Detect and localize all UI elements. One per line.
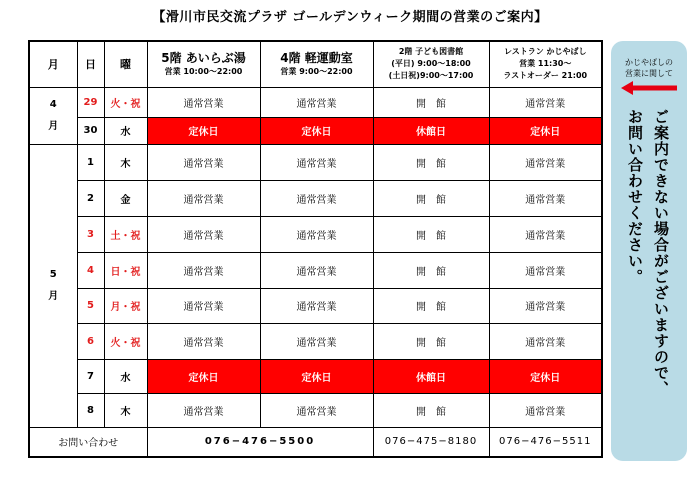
day-cell: 6	[77, 324, 104, 360]
status-cell: 通常営業	[489, 394, 602, 428]
day-cell: 8	[77, 394, 104, 428]
weekday-cell: 金	[104, 180, 147, 216]
library-phone: 076−475−8180	[373, 427, 489, 457]
venue-hours-holiday: (土日祝)9:00～17:00	[388, 71, 474, 81]
venue-hours-weekday: (平日) 9:00～18:00	[391, 59, 471, 69]
status-cell: 通常営業	[260, 180, 373, 216]
day-cell: 4	[77, 252, 104, 288]
status-cell: 通常営業	[260, 288, 373, 324]
status-cell: 開 館	[373, 394, 489, 428]
status-cell: 通常営業	[260, 216, 373, 252]
status-cell: 開 館	[373, 216, 489, 252]
status-cell: 通常営業	[147, 87, 260, 117]
notice-panel	[611, 41, 687, 461]
month-unit: 月	[48, 290, 59, 302]
status-cell: 開 館	[373, 144, 489, 180]
weekday-cell: 水	[104, 360, 147, 394]
weekday-cell: 木	[104, 144, 147, 180]
venue-header-bath	[147, 41, 260, 87]
notice-message-line2: お問い合わせください。	[626, 109, 644, 285]
weekday-cell: 土・祝	[104, 216, 147, 252]
status-cell: 通常営業	[489, 180, 602, 216]
notice-message-line1: ご案内できない場合がございますので、	[652, 109, 670, 397]
table-row	[29, 180, 602, 216]
month-cell	[29, 87, 77, 144]
closed-status-cell: 定休日	[489, 117, 602, 144]
weekday-cell: 火・祝	[104, 324, 147, 360]
status-cell: 通常営業	[260, 144, 373, 180]
status-cell: 通常営業	[489, 87, 602, 117]
status-cell: 通常営業	[147, 144, 260, 180]
table-row	[29, 144, 602, 180]
weekday-cell: 日・祝	[104, 252, 147, 288]
status-cell: 通常営業	[147, 252, 260, 288]
contact-row	[29, 427, 602, 457]
venue-name: レストラン かじやばし	[503, 47, 587, 57]
venue-hours: 営業 10:00～22:00	[164, 67, 243, 77]
status-cell: 通常営業	[489, 216, 602, 252]
weekday-header: 曜	[104, 41, 147, 87]
day-cell: 2	[77, 180, 104, 216]
status-cell: 通常営業	[260, 87, 373, 117]
left-arrow-icon	[621, 81, 677, 95]
venue-header-restaurant	[489, 41, 602, 87]
table-row	[29, 87, 602, 117]
day-cell: 7	[77, 360, 104, 394]
status-cell: 通常営業	[147, 324, 260, 360]
closed-status-cell: 定休日	[489, 360, 602, 394]
contact-label: お問い合わせ	[29, 427, 147, 457]
month-header: 月	[29, 41, 77, 87]
table-row	[29, 360, 602, 394]
day-cell: 1	[77, 144, 104, 180]
closed-status-cell: 定休日	[147, 360, 260, 394]
status-cell: 通常営業	[260, 324, 373, 360]
closed-status-cell: 定休日	[260, 117, 373, 144]
table-row	[29, 324, 602, 360]
status-cell: 通常営業	[489, 144, 602, 180]
weekday-cell: 水	[104, 117, 147, 144]
weekday-cell: 木	[104, 394, 147, 428]
notice-heading-line1: かじやばしの	[625, 58, 673, 67]
day-cell: 29	[77, 87, 104, 117]
status-cell: 通常営業	[260, 252, 373, 288]
status-cell: 開 館	[373, 288, 489, 324]
table-row	[29, 394, 602, 428]
venue-header-library	[373, 41, 489, 87]
status-cell: 通常営業	[489, 252, 602, 288]
month-number: 5	[49, 268, 57, 280]
schedule-table	[28, 40, 603, 458]
month-unit: 月	[48, 120, 59, 132]
table-row	[29, 288, 602, 324]
venue-name: 5階 あいらぶ湯	[161, 51, 246, 66]
closed-status-cell: 定休日	[260, 360, 373, 394]
page-title: 【滑川市民交流プラザ ゴールデンウィーク期間の営業のご案内】	[152, 10, 548, 25]
main-phone: 076−476−5500	[147, 427, 373, 457]
header-row	[29, 41, 602, 87]
restaurant-phone: 076−476−5511	[489, 427, 602, 457]
day-cell: 30	[77, 117, 104, 144]
month-cell	[29, 144, 77, 427]
closed-status-cell: 定休日	[147, 117, 260, 144]
notice-heading-line2: 営業に関して	[625, 69, 673, 78]
table-row	[29, 117, 602, 144]
weekday-cell: 火・祝	[104, 87, 147, 117]
status-cell: 開 館	[373, 252, 489, 288]
closed-status-cell: 休館日	[373, 117, 489, 144]
status-cell: 通常営業	[147, 288, 260, 324]
venue-header-gym	[260, 41, 373, 87]
closed-status-cell: 休館日	[373, 360, 489, 394]
status-cell: 通常営業	[147, 216, 260, 252]
weekday-cell: 月・祝	[104, 288, 147, 324]
day-cell: 5	[77, 288, 104, 324]
status-cell: 通常営業	[260, 394, 373, 428]
status-cell: 開 館	[373, 324, 489, 360]
venue-last-order: ラストオーダー 21:00	[503, 71, 588, 81]
status-cell: 通常営業	[147, 394, 260, 428]
day-header: 日	[77, 41, 104, 87]
venue-name: 2階 子ども図書館	[398, 47, 464, 57]
notice-heading	[611, 57, 687, 79]
venue-hours: 営業 11:30～	[519, 59, 572, 69]
status-cell: 通常営業	[489, 288, 602, 324]
month-number: 4	[49, 98, 57, 110]
table-row	[29, 216, 602, 252]
day-cell: 3	[77, 216, 104, 252]
status-cell: 通常営業	[489, 324, 602, 360]
venue-hours: 営業 9:00～22:00	[280, 67, 353, 77]
status-cell: 開 館	[373, 180, 489, 216]
table-row	[29, 252, 602, 288]
status-cell: 開 館	[373, 87, 489, 117]
status-cell: 通常営業	[147, 180, 260, 216]
venue-name: 4階 軽運動室	[280, 51, 353, 66]
